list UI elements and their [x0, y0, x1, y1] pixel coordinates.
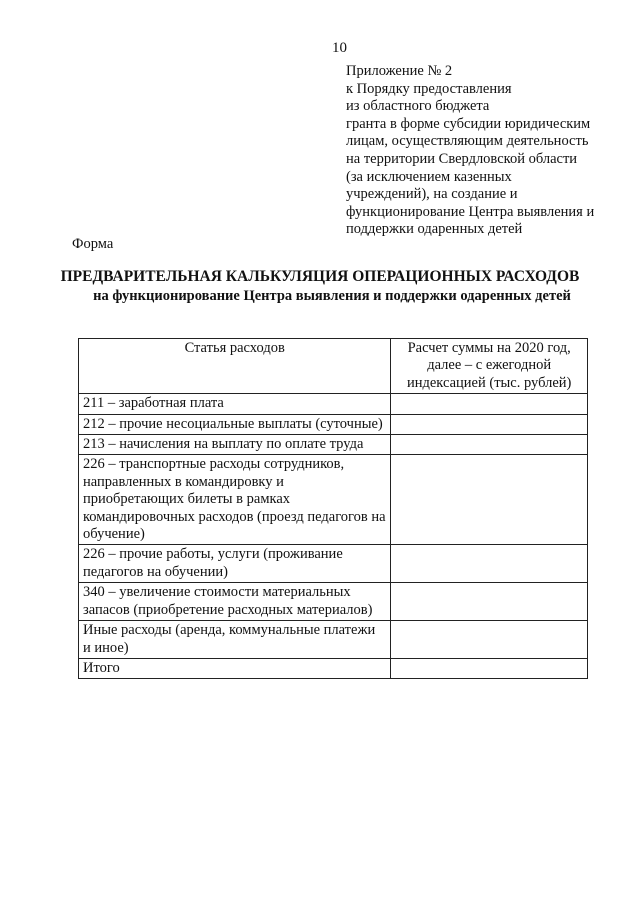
appendix-line: на территории Свердловской области: [346, 150, 578, 167]
form-label: Форма: [72, 236, 114, 252]
table-row-total: [79, 658, 588, 678]
appendix-line: функционирование Центра выявления и: [346, 203, 595, 220]
amount-cell[interactable]: [391, 455, 588, 545]
document-subtitle: на функционирование Центра выявления и поддержки одаренных детей: [93, 288, 571, 304]
amount-cell[interactable]: [391, 435, 588, 455]
appendix-line: лицам, осуществляющим деятельность: [346, 133, 589, 150]
appendix-note: [346, 63, 636, 239]
total-amount-cell[interactable]: [391, 658, 588, 678]
amount-cell[interactable]: [391, 394, 588, 414]
expense-item-cell: 226 – прочие работы, услуги (проживание педагогов на обучении): [79, 545, 391, 583]
table-row: [79, 455, 588, 545]
table-row: [79, 414, 588, 434]
table-row: [79, 435, 588, 455]
table-row: [79, 394, 588, 414]
expense-item-cell: 340 – увеличение стоимости материальных запасов (приобретение расходных материалов): [79, 583, 391, 621]
amount-cell[interactable]: [391, 545, 588, 583]
expense-item-cell: 226 – транспортные расходы сотрудников, направленных в командировку и приобретающих билеты в рамках командировочных расходов (проезд педагогов на обучение): [79, 455, 391, 545]
document-title: ПРЕДВАРИТЕЛЬНАЯ КАЛЬКУЛЯЦИЯ ОПЕРАЦИОННЫХ РАСХОДОВ: [60, 268, 580, 285]
appendix-line: из областного бюджета: [346, 98, 490, 115]
appendix-line: поддержки одаренных детей: [346, 221, 523, 238]
expense-item-cell: Иные расходы (аренда, коммунальные платежи и иное): [79, 621, 391, 659]
table-row: [79, 583, 588, 621]
expense-item-cell: 213 – начисления на выплату по оплате труда: [79, 435, 391, 455]
expense-item-cell: 211 – заработная плата: [79, 394, 391, 414]
expense-item-cell: 212 – прочие несоциальные выплаты (суточные): [79, 414, 391, 434]
amount-cell[interactable]: [391, 583, 588, 621]
appendix-line: к Порядку предоставления: [346, 80, 512, 97]
appendix-line: гранта в форме субсидии юридическим: [346, 115, 591, 132]
appendix-line: Приложение № 2: [346, 63, 453, 79]
table-row: [79, 621, 588, 659]
table-row: [79, 545, 588, 583]
table-header-row: [79, 339, 588, 394]
total-label-cell: Итого: [79, 658, 391, 678]
header-expense-item: Статья расходов: [79, 339, 391, 394]
page-number: 10: [332, 40, 347, 56]
expense-table: [78, 338, 588, 679]
amount-cell[interactable]: [391, 621, 588, 659]
appendix-line: (за исключением казенных: [346, 168, 512, 185]
appendix-line: учреждений), на создание и: [346, 186, 518, 203]
amount-cell[interactable]: [391, 414, 588, 434]
header-amount: Расчет суммы на 2020 год, далее – с ежегодной индексацией (тыс. рублей): [391, 339, 588, 394]
